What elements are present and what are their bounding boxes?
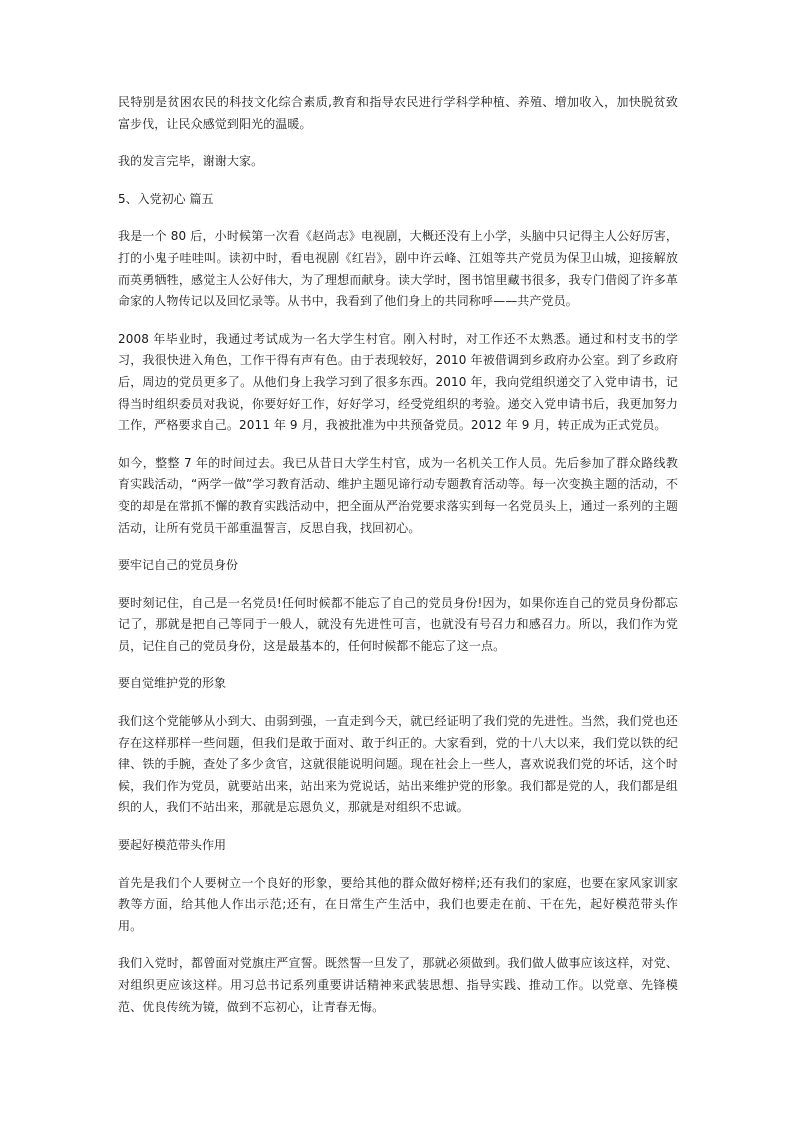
subheading-role-model: 要起好模范带头作用	[118, 838, 227, 853]
paragraph-village-official: 2008 年毕业时，我通过考试成为一名大学生村官。刚入村时，对工作还不太熟悉。通过和村支书的学习，我很快进入角色，工作干得有声有色。由于表现较好，2010 年被借调到乡政府办公室。到了乡政府后，周边的党员更多了。从他们身上我学习到了很多东西。2010 年，我向党组织递交了入党申请书，记得当时组织委员对我说，你要好好工作，好好学习，经受党组织的考验。递交入党申请书后，我更加努力工作，严格要求自己。2011 年 9 月，我被批准为中共预备党员。2012 年 9 月，转正成为正式党员。	[118, 331, 678, 433]
section-title-5: 5、入党初心 篇五	[118, 191, 214, 206]
paragraph-childhood: 我是一个 80 后，小时候第一次看《赵尚志》电视剧，大概还没有上小学，头脑中只记得主人公好厉害，打的小鬼子哇哇叫。读初中时，看电视剧《红岩》，剧中许云峰、江姐等共产党员为保卫山城，迎接解放而英勇牺牲，感觉主人公好伟大，为了理想而献身。读大学时，图书馆里藏书很多，我专门借阅了许多革命家的人物传记以及回忆录等。从书中，我看到了他们身上的共同称呼——共产党员。	[118, 229, 678, 309]
paragraph-role-model: 首先是我们个人要树立一个良好的形象，要给其他的群众做好榜样;还有我们的家庭，也要在家风家训家教等方面，给其他人作出示范;还有，在日常生产生活中，我们也要走在前、干在先，起好模范带头作用。	[118, 875, 678, 933]
paragraph-closing-remark: 我的发言完毕，谢谢大家。	[118, 154, 264, 169]
document-body	[118, 92, 678, 1034]
paragraph-party-image: 我们这个党能够从小到大、由弱到强，一直走到今天，就已经证明了我们党的先进性。当然，我们党也还存在这样那样一些问题，但我们是敢于面对、敢于纠正的。大家看到，党的十八大以来，我们党以铁的纪律、铁的手腕，查处了多少贪官，这就很能说明问题。现在社会上一些人，喜欢说我们党的坏话，这个时候，我们作为党员，就要站出来，站出来为党说话，站出来维护党的形象。我们都是党的人，我们都是组织的人，我们不站出来，那就是忘恩负义，那就是对组织不忠诚。	[118, 714, 678, 815]
subheading-party-image: 要自觉维护党的形象	[118, 676, 227, 691]
paragraph-party-identity: 要时刻记住，自己是一名党员!任何时候都不能忘了自己的党员身份!因为，如果你连自己的党员身份都忘记了，那就是把自己等同于一般人，就没有先进性可言，也就没有号召力和感召力。所以，我们作为党员，记住自己的党员身份，这是最基本的，任何时候都不能忘了这一点。	[118, 595, 678, 653]
paragraph-seven-years: 如今，整整 7 年的时间过去。我已从昔日大学生村官，成为一名机关工作人员。先后参加了群众路线教育实践活动，“两学一做”学习教育活动、维护主题见谛行动专题教育活动等。每一次变换主题的活动，不变的却是在常抓不懈的教育实践活动中，把全面从严治党要求落实到每一名党员头上，通过一系列的主题活动，让所有党员干部重温誓言，反思自我，找回初心。	[118, 455, 678, 535]
paragraph-oath: 我们入党时，都曾面对党旗庄严宣誓。既然誓一旦发了，那就必须做到。我们做人做事应该这样，对党、对组织更应该这样。用习总书记系列重要讲话精神来武装思想、指导实践、推动工作。以党章、先锋模范、优良传统为镜，做到不忘初心，让青春无悔。	[118, 956, 678, 1014]
paragraph-intro-end: 民特别是贫困农民的科技文化综合素质,教育和指导农民进行学科学种植、养殖、增加收入，加快脱贫致富步伐，让民众感觉到阳光的温暖。	[118, 95, 678, 131]
subheading-party-identity: 要牢记自己的党员身份	[118, 558, 239, 573]
